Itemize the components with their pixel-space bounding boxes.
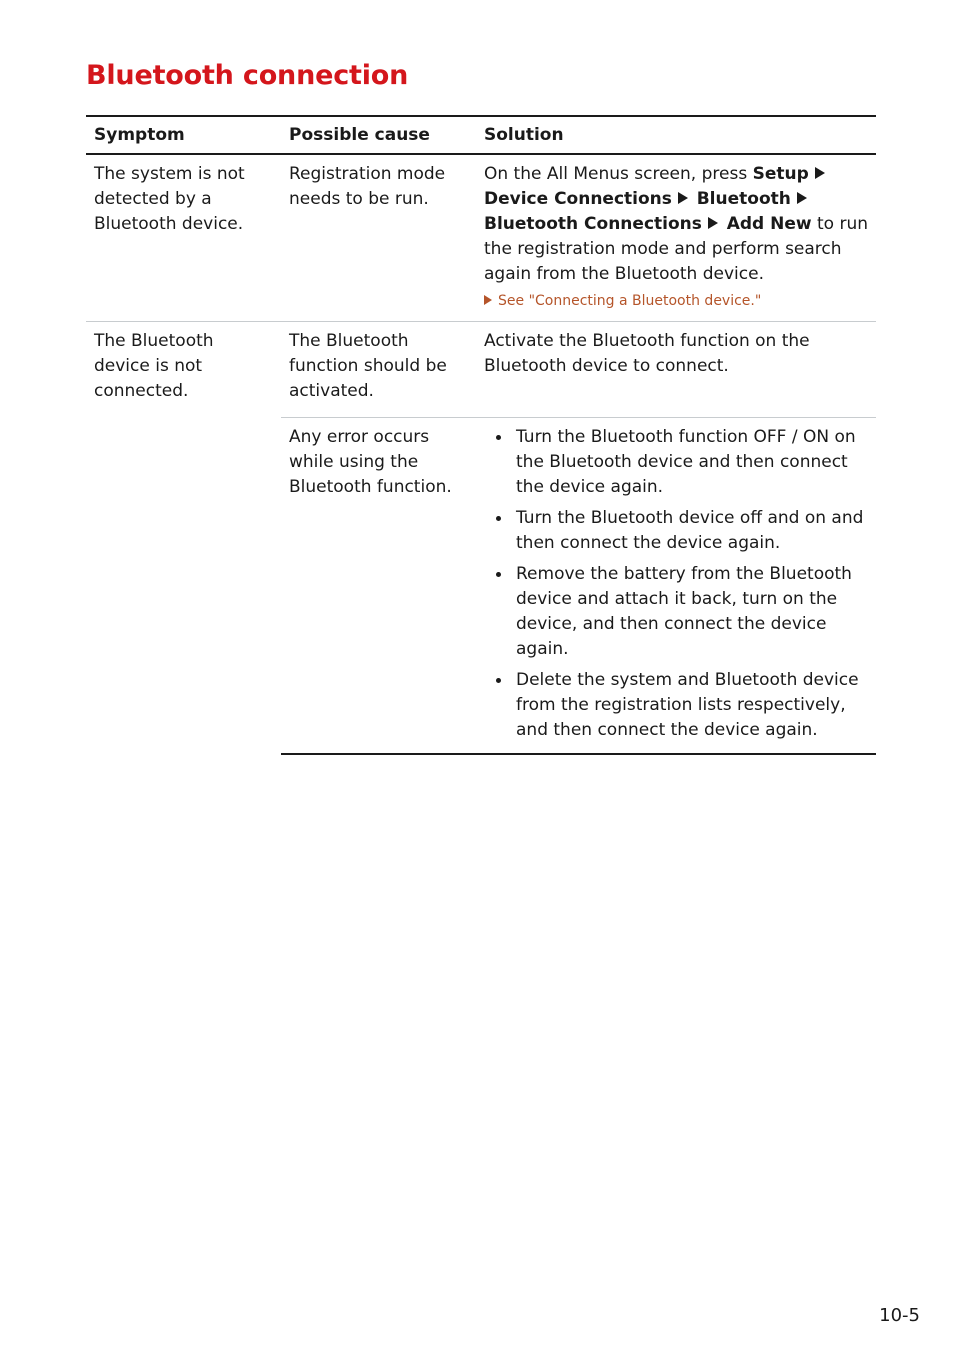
table-row (86, 322, 876, 418)
menu-path-device-connections: Device Connections (484, 189, 672, 209)
bullet-icon (496, 516, 501, 521)
troubleshooting-table (86, 115, 876, 755)
table-row (86, 154, 876, 322)
arrow-right-icon (797, 192, 807, 204)
bullet-text: Turn the Bluetooth function OFF / ON on the Bluetooth device and then connect the device again. (516, 427, 856, 497)
arrow-right-icon (484, 295, 492, 305)
menu-path-bluetooth-connections: Bluetooth Connections (484, 214, 702, 234)
solution-cell (476, 418, 876, 755)
list-item (484, 668, 868, 743)
solution-cell (476, 154, 876, 322)
section-title: Bluetooth connection (86, 60, 409, 91)
bullet-text: Turn the Bluetooth device off and on and then connect the device again. (516, 508, 864, 553)
arrow-right-icon (678, 192, 688, 204)
menu-path-add-new: Add New (726, 214, 812, 234)
bullet-icon (496, 678, 501, 683)
header-symptom: Symptom (94, 125, 185, 145)
solution-bullet-list (484, 425, 868, 743)
solution-prefix: On the All Menus screen, press (484, 164, 748, 184)
table-header-row (86, 116, 876, 154)
symptom-cell: The Bluetooth device is not connected. (94, 331, 214, 401)
header-solution: Solution (484, 125, 564, 145)
menu-path-setup: Setup (752, 164, 809, 184)
bullet-icon (496, 435, 501, 440)
bullet-text: Remove the battery from the Bluetooth device and attach it back, turn on the device, and then connect the device again. (516, 564, 852, 659)
page-number: 10-5 (879, 1305, 920, 1326)
list-item (484, 425, 868, 500)
solution-suffix: to run the registration mode and perform search again from the Bluetooth device. (484, 214, 868, 284)
menu-path-bluetooth: Bluetooth (696, 189, 791, 209)
cause-cell: The Bluetooth function should be activated. (281, 322, 476, 418)
arrow-right-icon (708, 217, 718, 229)
list-item (484, 562, 868, 662)
arrow-right-icon (815, 167, 825, 179)
symptom-cell: The system is not detected by a Bluetooth device. (86, 154, 281, 322)
bullet-text: Delete the system and Bluetooth device from the registration lists respectively, and then connect the device again. (516, 670, 859, 740)
list-item (484, 506, 868, 556)
cause-cell: Any error occurs while using the Bluetooth function. (281, 418, 476, 755)
cause-cell: Registration mode needs to be run. (281, 154, 476, 322)
see-also-link[interactable] (484, 290, 868, 312)
header-possible-cause: Possible cause (289, 125, 430, 145)
bullet-icon (496, 572, 501, 577)
solution-cell: Activate the Bluetooth function on the Bluetooth device to connect. (476, 322, 876, 418)
see-also-text: See "Connecting a Bluetooth device." (498, 293, 762, 309)
